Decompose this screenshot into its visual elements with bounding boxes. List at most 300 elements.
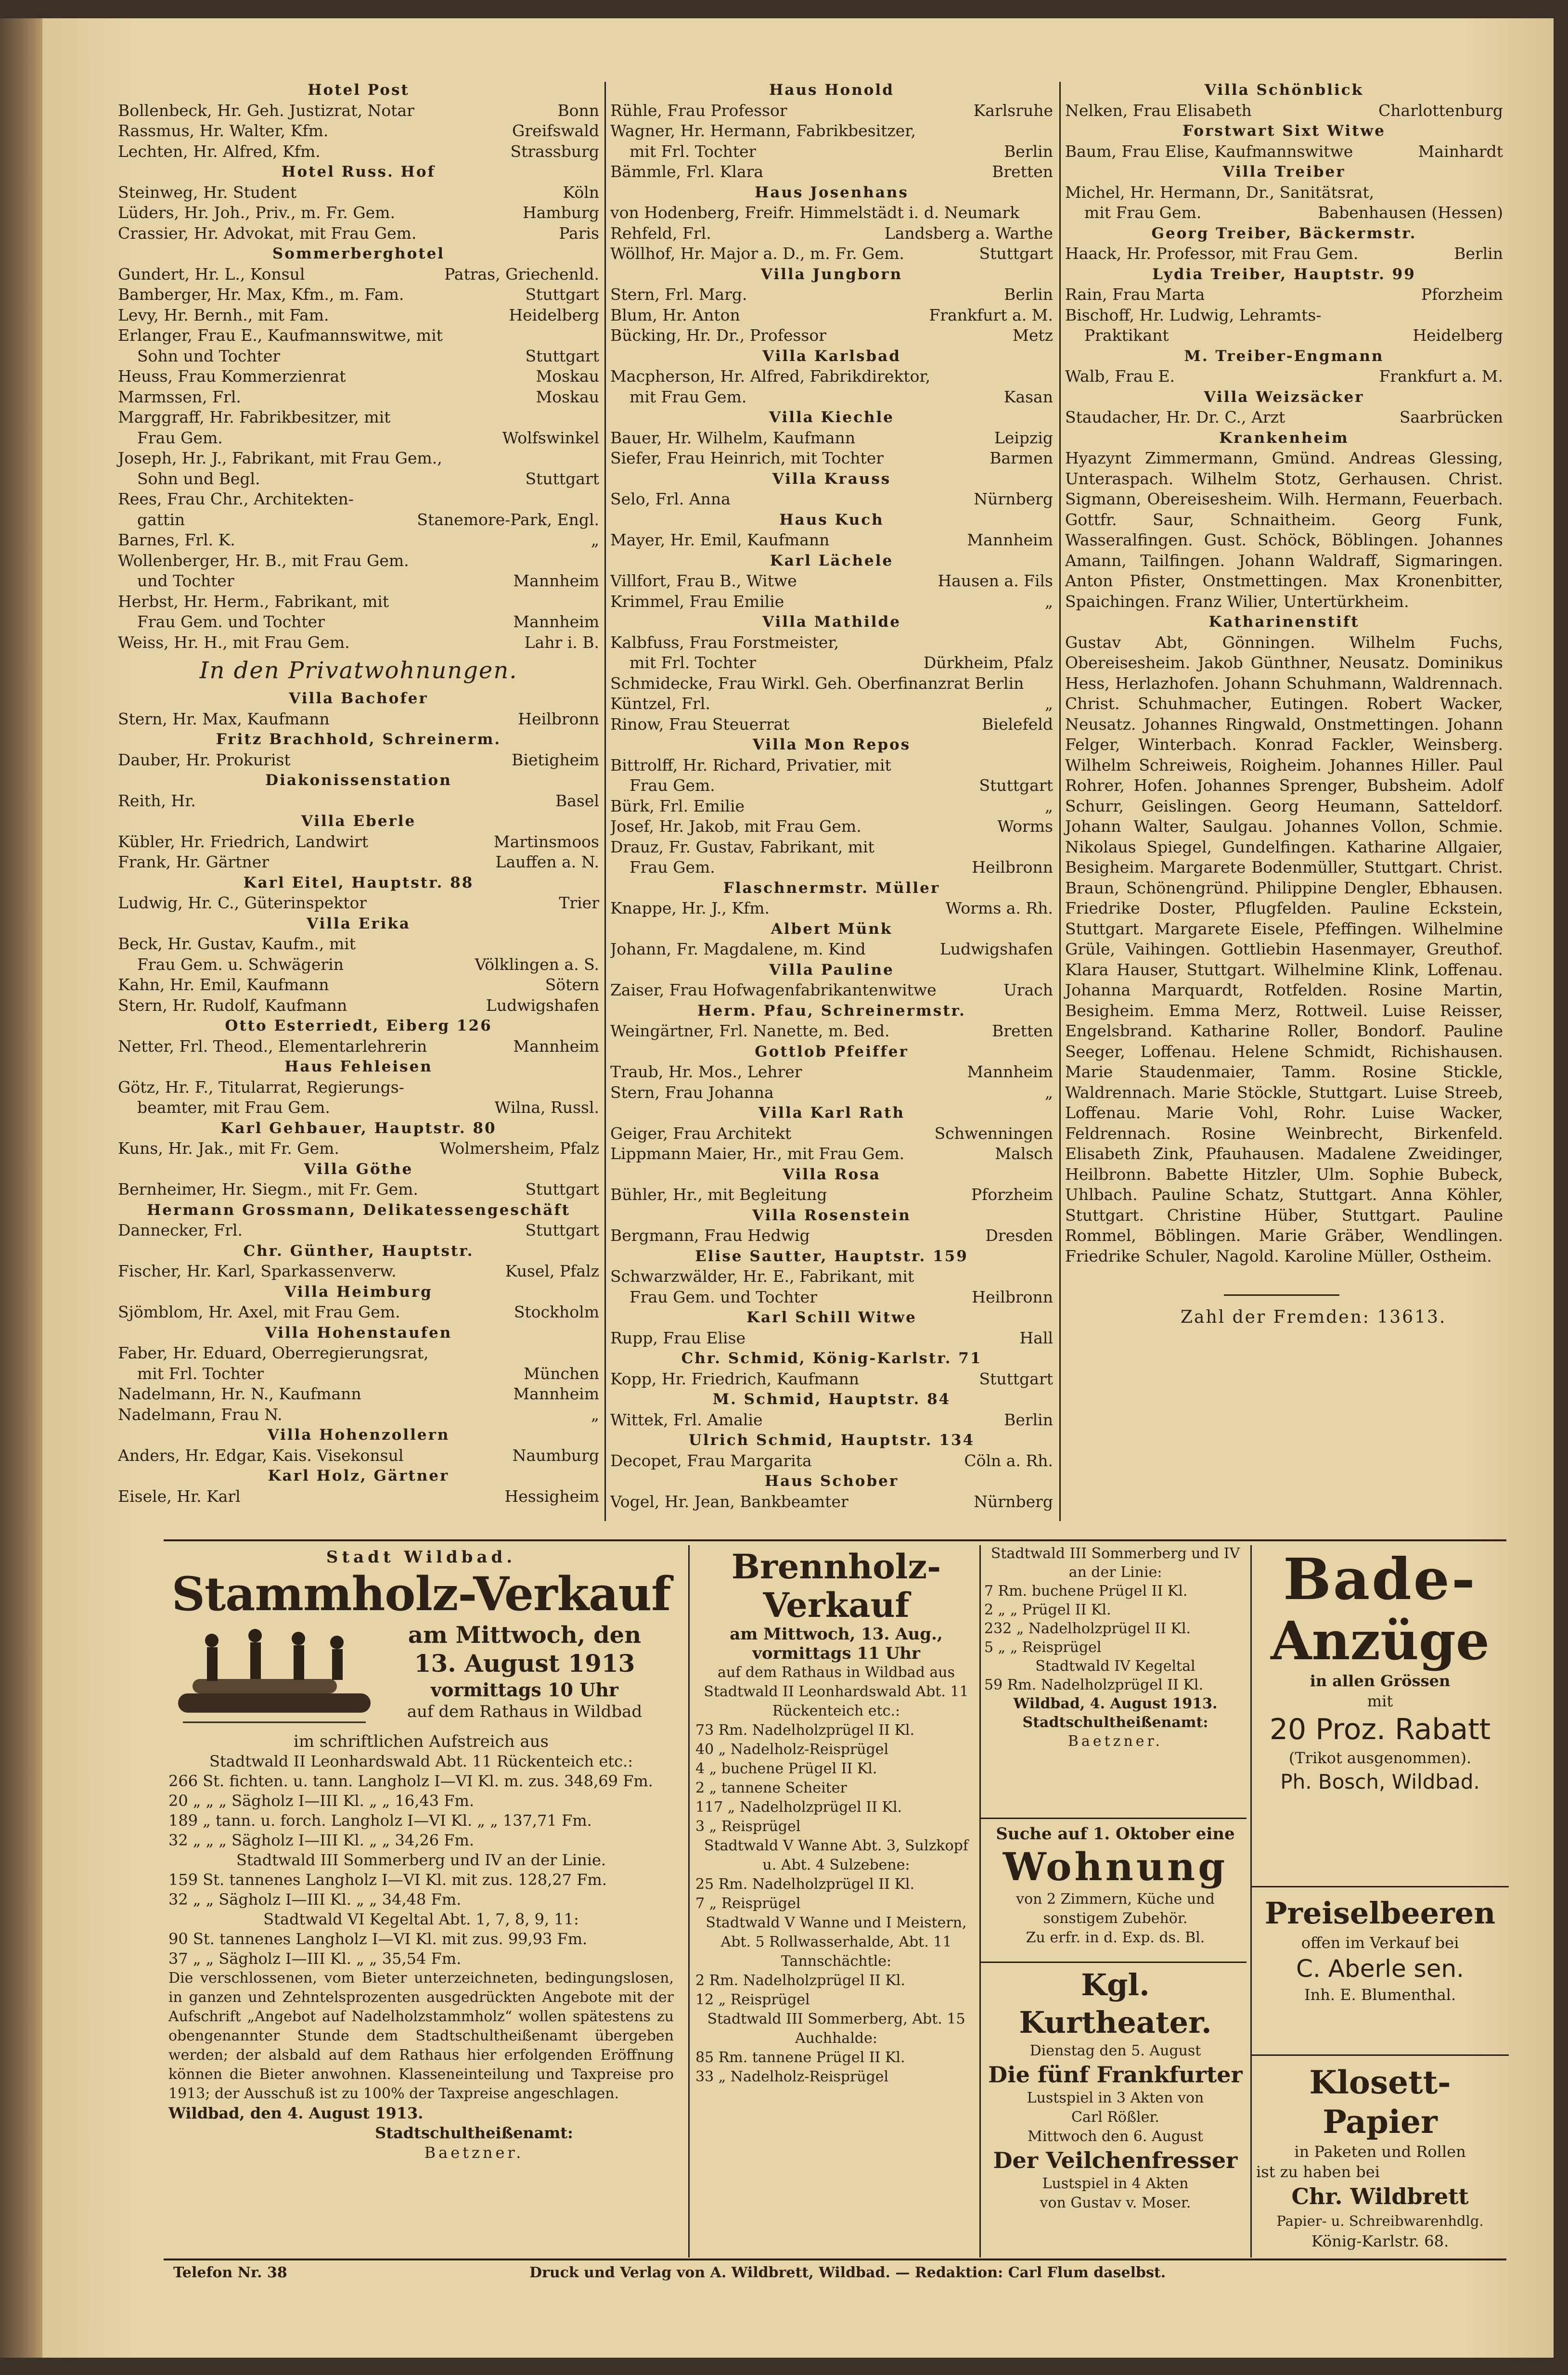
lodging-heading: Herm. Pfau, Schreinermstr.: [697, 1002, 966, 1020]
ad-row: 33 „ Nadelholz-Reisprügel: [695, 2068, 889, 2085]
guest-city: Stuttgart: [525, 285, 599, 304]
guest-name: Bamberger, Hr. Max, Kfm., m. Fam.: [118, 285, 404, 304]
guest-entry: [1065, 366, 1503, 387]
ad-play-2-author: von Gustav v. Moser.: [1040, 2194, 1191, 2211]
ad-brennholz-continued: [984, 1544, 1247, 1751]
guest-name: Mayer, Hr. Emil, Kaufmann: [610, 530, 830, 549]
guest-entry: [610, 448, 1053, 469]
guest-name: Frank, Hr. Gärtner: [118, 852, 270, 871]
ad-row: 189 „ tann. u. forch. Langholz I—VI Kl. „ „ 137,71 Fm.: [168, 1811, 592, 1830]
guest-name: Ludwig, Hr. C., Güterinspektor: [118, 893, 367, 912]
guest-city: Dürkheim, Pfalz: [923, 653, 1053, 672]
guest-name: Haack, Hr. Professor, mit Frau Gem.: [1065, 244, 1359, 263]
guest-name: Stern, Frl. Marg.: [610, 285, 747, 304]
section-divider: [164, 1539, 1506, 1541]
woodcutters-illustration: [173, 1621, 375, 1732]
guest-city: Strassburg: [510, 142, 599, 161]
guest-name: Barnes, Frl. K.: [118, 530, 235, 549]
guest-city: Schwenningen: [934, 1123, 1053, 1143]
guest-city: Basel: [555, 791, 599, 810]
guest-name: Blum, Hr. Anton: [610, 305, 740, 324]
lodging-heading: Villa Schönblick: [1204, 81, 1364, 99]
guest-entry: [610, 1021, 1053, 1042]
guest-entry: [610, 571, 1053, 592]
guest-name: Traub, Hr. Mos., Lehrer: [610, 1062, 802, 1081]
ad-date-line-1: am Mittwoch, den: [408, 1622, 642, 1649]
guest-entry: [610, 1410, 1053, 1431]
lodging-heading: Villa Treiber: [1222, 163, 1346, 181]
lodging-heading: M. Treiber-Engmann: [1184, 347, 1384, 365]
guest-entry: [610, 387, 1053, 408]
lodging-heading: Hotel Russ. Hof: [282, 163, 436, 181]
guest-name: Nadelmann, Hr. N., Kaufmann: [118, 1384, 361, 1403]
guest-line: Wagner, Hr. Hermann, Fabrikbesitzer,: [610, 121, 916, 140]
guest-entry: [610, 244, 1053, 264]
guest-entry: [610, 898, 1053, 919]
lodging-heading: Chr. Schmid, König-Karlstr. 71: [681, 1350, 982, 1367]
guest-entry: [118, 428, 599, 449]
ad-time: vormittags 11 Uhr: [752, 1644, 920, 1663]
guest-line: Erlanger, Frau E., Kaufmannswitwe, mit: [118, 326, 443, 345]
ad-title: Klosett-Papier: [1309, 2064, 1451, 2141]
guest-entry: [610, 1492, 1053, 1512]
column-divider: [1059, 82, 1061, 1521]
guest-name: Villfort, Frau B., Witwe: [610, 571, 797, 590]
lodging-heading: Lydia Treiber, Hauptstr. 99: [1152, 265, 1416, 283]
guest-name: Bämmle, Frl. Klara: [610, 162, 764, 181]
lodging-heading: Villa Göthe: [304, 1160, 413, 1178]
lodging-heading: Villa Mon Repos: [752, 736, 911, 753]
ad-title: Stammholz-Verkauf: [171, 1567, 671, 1621]
guest-entry: [610, 653, 1053, 673]
lodging-heading: Flaschnermstr. Müller: [723, 879, 940, 897]
ad-title: Kgl. Kurtheater.: [1019, 1967, 1212, 2040]
ad-section-3: Stadtwald V Wanne und I Meistern, Abt. 5 Rollwasserhalde, Abt. 11 Tannschächtle:: [706, 1914, 967, 1970]
guest-city: Bietigheim: [512, 750, 599, 769]
lodging-heading: Karl Gehbauer, Hauptstr. 80: [220, 1119, 497, 1137]
guest-entry: [118, 1446, 599, 1466]
guest-city: Heidelberg: [1413, 326, 1503, 345]
guest-line: Rees, Frau Chr., Architekten-: [118, 490, 354, 508]
ad-row: 5 „ „ Reisprügel: [984, 1639, 1102, 1656]
ad-badeanzuege: [1256, 1548, 1504, 1796]
guest-entry: [118, 366, 599, 387]
ad-wohnung: [984, 1824, 1247, 1948]
ad-row: 32 „ „ „ Sägholz I—III Kl. „ „ 34,26 Fm.: [168, 1831, 474, 1849]
guest-city: Cöln a. Rh.: [964, 1451, 1053, 1470]
guest-name: Dannecker, Frl.: [118, 1221, 243, 1239]
guest-entry: [610, 980, 1053, 1001]
guest-city: München: [524, 1364, 599, 1383]
guest-entry: [118, 387, 599, 408]
guest-name: Rehfeld, Frl.: [610, 223, 711, 243]
guest-city: Hessigheim: [504, 1486, 599, 1506]
guest-name: Stern, Hr. Max, Kaufmann: [118, 709, 330, 728]
guest-name: Frau Gem.: [630, 776, 715, 795]
guest-city: Köln: [563, 182, 599, 202]
lodging-heading: Katharinenstift: [1208, 613, 1360, 631]
guest-entry: [610, 1287, 1053, 1308]
guest-name: Frau Gem.: [630, 858, 715, 877]
guest-name: Bollenbeck, Hr. Geh. Justizrat, Notar: [118, 101, 414, 120]
ad-divider: [1250, 1545, 1252, 2258]
guest-entry: [118, 893, 599, 914]
guest-city: Mannheim: [967, 530, 1053, 549]
ad-play-1-author: Carl Rößler.: [1071, 2109, 1159, 2126]
guest-city: Stuttgart: [979, 776, 1053, 795]
column-divider: [604, 82, 606, 1521]
guest-name: Weingärtner, Frl. Nanette, m. Bed.: [610, 1021, 890, 1040]
ad-row: 232 „ Nadelholzprügel II Kl.: [984, 1620, 1191, 1637]
guest-city: Mannheim: [513, 612, 599, 631]
guest-entry: [118, 203, 599, 223]
guest-name: Kopp, Hr. Friedrich, Kaufmann: [610, 1369, 859, 1388]
guest-city: Stuttgart: [979, 1369, 1053, 1388]
guest-name: mit Frau Gem.: [630, 387, 747, 406]
guest-entry: [118, 1302, 599, 1323]
guest-name: Sohn und Tochter: [137, 346, 281, 365]
guest-entry: [118, 1138, 599, 1159]
ad-row: 7 „ Reisprügel: [695, 1895, 801, 1912]
lodging-heading: Haus Kuch: [779, 511, 884, 529]
guest-city: Moskau: [536, 367, 599, 386]
ad-divider: [979, 1545, 981, 2258]
guest-entry: [118, 995, 599, 1016]
guest-name: Frau Gem.: [137, 428, 223, 447]
ad-vendor: Ph. Bosch, Wildbad.: [1280, 1770, 1480, 1794]
ad-row: 12 „ Reisprügel: [695, 1991, 810, 2008]
visitor-total-text: Zahl der Fremden: 13613.: [1181, 1307, 1447, 1327]
guest-city: Lauffen a. N.: [495, 852, 599, 871]
ad-play-1: Die fünf Frankfurter: [988, 2062, 1243, 2088]
patient-list: Gustav Abt, Gönningen. Wilhelm Fuchs, Obereisesheim. Jakob Günthner, Neusatz. Dominikus Hess, Herlazhofen. Johann Schuhmann, Waldrennach. Christ. Schuhmacher, Eutingen. Robert Wacker, Neusatz. Johannes Ringwald, Onstmettingen. Johann Felger, Winterbach. Konrad Fackler, Weinsberg. Wilhelm Schreiweis, Roigheim. Johannes Hiller. Paul Rohrer, Hofen. Johannes Sprenger, Bubsheim. Adolf Schurr, Geislingen. Georg Heumann, Satteldorf. Johann Walter, Saulgau. Johannes Vollon, Schmie. Nikolaus Spiegel, Gundelfingen. Katharine Allgaier, Besigheim. Margarete Bodenmüller, Stuttgart. Christ. Braun, Schönengründ. Philippine Dengler, Ebhausen. Friedrike Doster, Pflugfelden. Pauline Eckstein, Stuttgart. Margarete Eisele, Pfeffingen. Wilhelmine Grüle, Vaihingen. Gottliebin Hasenmayer, Greuthof. Klara Hauser, Stuttgart. Wilhelmine Klink, Loffenau. Johanna Marquardt, Rotfelden. Rosine Martin, Besigheim. Emma Merz, Rottweil. Luise Reisser, Engelsbrand. Katharine Roller, Bondorf. Pauline Seeger, Loffenau. Helene Schmidt, Richishausen. Marie Staudenmaier, Tamm. Rosine Stickle, Waldrennach. Marie Stöckle, Stuttgart. Luise Streeb, Loffenau. Marie Vohl, Rohr. Luise Wacker, Feldrennach. Rosine Weinbrecht, Birkenfeld. Elisabeth Zink, Pfauhausen. Madalene Zweidinger, Heilbronn. Babette Hitzler, Ulm. Sophie Bubeck, Uhlbach. Pauline Schatz, Stuttgart. Anna Köhler, Stuttgart. Christine Hüber, Stuttgart. Pauline Rommel, Böblingen. Marie Gräber, Wendlingen. Friedrike Schuler, Nagold. Karoline Müller, Ostheim.: [1065, 632, 1503, 1265]
guest-entry: [118, 1405, 599, 1425]
ad-mode: im schriftlichen Aufstreich aus: [294, 1732, 549, 1751]
guest-entry: [118, 750, 599, 771]
guest-city: Berlin: [1454, 244, 1503, 263]
ad-section-3: Stadtwald VI Kegeltal Abt. 1, 7, 8, 9, 11:: [263, 1910, 579, 1928]
ad-section-1: Stadtwald II Leonhardswald Abt. 11 Rückenteich etc.:: [704, 1683, 969, 1719]
guest-name: gattin: [137, 510, 185, 529]
guest-name: Bühler, Hr., mit Begleitung: [610, 1185, 827, 1204]
guest-entry: [118, 832, 599, 852]
guest-name: Marmssen, Frl.: [118, 387, 241, 406]
lodging-heading: Krankenheim: [1219, 429, 1349, 447]
guest-entry: [610, 142, 1053, 162]
guest-entry: [610, 101, 1053, 121]
guest-city: Pforzheim: [971, 1185, 1053, 1204]
ad-section-2: Stadtwald III Sommerberg und IV an der Linie.: [236, 1851, 606, 1869]
lodging-heading: Villa Karlsbad: [762, 347, 901, 365]
guest-city: Hamburg: [522, 203, 599, 222]
ad-line: in allen Grössen: [1310, 1672, 1451, 1690]
ad-section-1: Stadtwald II Leonhardswald Abt. 11 Rückenteich etc.:: [209, 1752, 633, 1770]
guest-entry: [118, 510, 599, 530]
ad-row: 40 „ Nadelholz-Reisprügel: [695, 1741, 889, 1758]
guest-name: Walb, Frau E.: [1065, 367, 1175, 386]
guest-city: Heidelberg: [509, 305, 599, 324]
ad-section-4: Stadtwald III Sommerberg, Abt. 15 Auchhalde:: [707, 2011, 965, 2047]
ad-discount: 20 Proz. Rabatt: [1269, 1713, 1491, 1746]
guest-name: Vogel, Hr. Jean, Bankbeamter: [610, 1492, 848, 1511]
guest-entry: [118, 1364, 599, 1384]
ad-body: Die verschlossenen, vom Bieter unterzeichneten, bedingungslosen, in ganzen und Zehntelsprozenten ausgedrückten Angebote mit der Aufschrift „Angebot auf Nadelholzstammholz“ wollen spätestens zu obengenannter Stunde dem Stadtschultheißenamt übergeben werden; der alsbald auf dem Rathaus hier erfolgenden Eröffnung können die Bieter anwohnen. Klasseneinteilung und Taxpreise pro 1913; der Ausschuß ist zu 100% der Taxpreise angeschlagen.: [168, 1970, 674, 2102]
ad-play-1-genre: Lustspiel in 3 Akten von: [1027, 2090, 1204, 2106]
ad-signature-name: Baetzner.: [1067, 1733, 1163, 1750]
guest-city: Bretten: [992, 1021, 1053, 1040]
lodging-heading: Villa Krauss: [772, 470, 891, 488]
ad-title: Wohnung: [1002, 1844, 1228, 1889]
guest-name: Johann, Fr. Magdalene, m. Kind: [610, 940, 866, 958]
guest-city: Worms: [997, 817, 1053, 836]
guest-name: Selo, Frl. Anna: [610, 490, 731, 508]
guest-name: Kahn, Hr. Emil, Kaufmann: [118, 975, 329, 994]
guest-entry: [610, 1083, 1053, 1103]
guest-city: Pforzheim: [1421, 285, 1503, 304]
guest-city: Stuttgart: [525, 346, 599, 365]
ad-date: am Mittwoch, 13. Aug.,: [730, 1625, 943, 1644]
section-heading: In den Privatwohnungen.: [199, 657, 518, 684]
guest-city: Stuttgart: [525, 1221, 599, 1239]
guest-name: und Tochter: [137, 571, 234, 590]
guest-entry: [118, 632, 599, 653]
lodging-heading: Villa Eberle: [301, 813, 416, 830]
guest-entry: [610, 1144, 1053, 1164]
guest-line: Drauz, Fr. Gustav, Fabrikant, mit: [610, 837, 874, 856]
guest-city: Leipzig: [994, 428, 1053, 447]
guest-name: Wöllhof, Hr. Major a. D., m. Fr. Gem.: [610, 244, 904, 263]
guest-city: Moskau: [536, 387, 599, 406]
lodging-heading: Sommerberghotel: [272, 245, 445, 262]
guest-city: Landsberg a. Warthe: [884, 223, 1053, 243]
ad-lead: Suche auf 1. Oktober eine: [996, 1824, 1235, 1844]
guest-name: Krimmel, Frau Emilie: [610, 592, 784, 611]
ad-date-1: Dienstag den 5. August: [1029, 2042, 1201, 2059]
lodging-heading: Villa Heimburg: [284, 1283, 433, 1301]
guest-entry: [610, 284, 1053, 305]
guest-list-column-2: [610, 80, 1053, 1512]
ad-row: 117 „ Nadelholzprügel II Kl.: [695, 1799, 902, 1816]
guest-name: Küntzel, Frl.: [610, 694, 710, 713]
guest-entry: [118, 791, 599, 812]
guest-line: Schmidecke, Frau Wirkl. Geh. Oberfinanzrat Berlin: [610, 673, 1024, 693]
guest-entry: [118, 264, 599, 285]
guest-entry: [610, 1062, 1053, 1083]
guest-entry: [118, 852, 599, 873]
lodging-heading: Albert Münk: [771, 920, 893, 938]
guest-city: Saarbrücken: [1399, 408, 1503, 426]
ad-divider: [1250, 1886, 1509, 1887]
guest-city: Nürnberg: [974, 1492, 1053, 1511]
ad-row: 2 „ „ Prügel II Kl.: [984, 1601, 1111, 1618]
lodging-heading: Karl Lächele: [770, 552, 894, 569]
guest-name: Staudacher, Hr. Dr. C., Arzt: [1065, 408, 1285, 426]
ad-body: von 2 Zimmern, Küche und sonstigem Zubehör.: [1016, 1891, 1215, 1927]
ad-section-2: Stadtwald IV Kegeltal: [1035, 1658, 1195, 1675]
guest-name: Bücking, Hr. Dr., Professor: [610, 326, 826, 345]
guest-line: Bittrolff, Hr. Richard, Privatier, mit: [610, 755, 891, 774]
guest-entry: [118, 709, 599, 730]
guest-name: Weiss, Hr. H., mit Frau Gem.: [118, 632, 350, 652]
ad-row: 32 „ „ Sägholz I—III Kl. „ „ 34,48 Fm.: [168, 1890, 462, 1909]
ad-row: 3 „ Reisprügel: [695, 1818, 801, 1835]
guest-name: mit Frl. Tochter: [630, 142, 757, 161]
guest-line: Joseph, Hr. J., Fabrikant, mit Frau Gem.,: [118, 449, 442, 467]
lodging-heading: Elise Sautter, Hauptstr. 159: [695, 1247, 968, 1265]
guest-city: Frankfurt a. M.: [929, 305, 1053, 324]
guest-entry: [610, 489, 1053, 510]
guest-name: Rupp, Frau Elise: [610, 1328, 746, 1347]
footer-phone: Telefon Nr. 38: [173, 2264, 287, 2281]
guest-city: Martinsmoos: [493, 832, 599, 851]
guest-name: mit Frl. Tochter: [137, 1364, 264, 1383]
ad-row: 2 „ tannene Scheiter: [695, 1780, 847, 1796]
lodging-heading: Villa Bachofer: [289, 690, 428, 707]
guest-line: Kalbfuss, Frau Forstmeister,: [610, 632, 839, 652]
ad-date-line-2: 13. August 1913: [414, 1649, 635, 1678]
guest-line: Götz, Hr. F., Titularrat, Regierungs-: [118, 1077, 404, 1097]
lodging-heading: Villa Rosenstein: [752, 1206, 911, 1224]
guest-name: Kübler, Hr. Friedrich, Landwirt: [118, 832, 369, 851]
lodging-heading: Hotel Post: [308, 81, 410, 99]
guest-entry: [118, 530, 599, 551]
guest-line: Herbst, Hr. Herm., Fabrikant, mit: [118, 592, 389, 611]
guest-entry: [610, 714, 1053, 735]
guest-entry: [610, 816, 1053, 837]
guest-entry: [118, 1486, 599, 1507]
footer-imprint: Druck und Verlag von A. Wildbrett, Wildbad. — Redaktion: Carl Flum daselbst.: [529, 2264, 1166, 2281]
guest-city: Trier: [559, 893, 599, 912]
visitor-total: [1181, 1294, 1447, 1328]
guest-city: Mannheim: [513, 571, 599, 590]
guest-city: Karlsruhe: [973, 101, 1053, 120]
guest-entry: [610, 857, 1053, 878]
ad-title: Anzüge: [1271, 1610, 1490, 1672]
guest-entry: [610, 775, 1053, 796]
guest-city: Worms a. Rh.: [945, 899, 1053, 917]
guest-city: Stuttgart: [979, 244, 1053, 263]
ad-row: 20 „ „ „ Sägholz I—III Kl. „ „ 16,43 Fm.: [168, 1792, 474, 1810]
guest-line: Michel, Hr. Hermann, Dr., Sanitätsrat,: [1065, 182, 1375, 202]
guest-city: Metz: [1013, 326, 1053, 345]
lodging-heading: Haus Josenhans: [755, 183, 909, 201]
guest-entry: [610, 325, 1053, 346]
ad-place: auf dem Rathaus in Wildbad aus: [717, 1664, 955, 1681]
guest-name: Geiger, Frau Architekt: [610, 1123, 792, 1143]
guest-name: Stern, Frau Johanna: [610, 1083, 774, 1102]
guest-name: Decopet, Frau Margarita: [610, 1451, 812, 1470]
guest-entry: [118, 955, 599, 975]
guest-city: Patras, Griechenld.: [444, 264, 599, 284]
guest-entry: [610, 1451, 1053, 1471]
guest-entry: [610, 1226, 1053, 1246]
guest-city: Paris: [559, 223, 599, 243]
guest-entry: [118, 142, 599, 162]
lodging-heading: Diakonissenstation: [265, 772, 452, 789]
lodging-heading: Villa Mathilde: [762, 613, 901, 631]
guest-name: Levy, Hr. Bernh., mit Fam.: [118, 305, 329, 324]
ad-signature-office: Stadtschultheißenamt:: [375, 2124, 573, 2142]
guest-entry: [118, 346, 599, 367]
guest-name: Nelken, Frau Elisabeth: [1065, 101, 1252, 120]
ad-line: mit: [1367, 1692, 1393, 1710]
guest-entry: [118, 284, 599, 305]
guest-entry: [118, 975, 599, 995]
guest-entry: [1065, 407, 1503, 428]
guest-city: Stuttgart: [525, 1180, 599, 1199]
guest-entry: [1065, 284, 1503, 305]
lodging-heading: Karl Eitel, Hauptstr. 88: [243, 874, 474, 891]
guest-name: Zaiser, Frau Hofwagenfabrikantenwitwe: [610, 981, 937, 999]
guest-entry: [610, 1123, 1053, 1144]
guest-name: Lechten, Hr. Alfred, Kfm.: [118, 142, 321, 161]
guest-city: Malsch: [995, 1144, 1053, 1163]
lodging-heading: Chr. Günther, Hauptstr.: [243, 1242, 474, 1260]
guest-name: Stern, Hr. Rudolf, Kaufmann: [118, 995, 347, 1015]
guest-entry: [118, 1097, 599, 1118]
lodging-heading: Villa Hohenstaufen: [265, 1324, 452, 1342]
ad-row: 59 Rm. Nadelholzprügel II Kl.: [984, 1677, 1204, 1693]
guest-entry: [118, 121, 599, 142]
ad-place: auf dem Rathaus in Wildbad: [407, 1702, 643, 1721]
guest-name: Knappe, Hr. J., Kfm.: [610, 899, 770, 917]
guest-city: „: [1044, 796, 1053, 815]
ad-title: Verkauf: [763, 1585, 910, 1625]
ad-date-signed: Wildbad, den 4. August 1913.: [168, 2104, 424, 2122]
guest-city: Bielefeld: [982, 714, 1053, 734]
guest-line: Faber, Hr. Eduard, Oberregierungsrat,: [118, 1343, 429, 1362]
lodging-heading: Ulrich Schmid, Hauptstr. 134: [688, 1432, 975, 1449]
ad-row: 90 St. tannenes Langholz I—VI Kl. mit zus. 99,93 Fm.: [168, 1930, 588, 1948]
ad-row: 2 Rm. Nadelholzprügel II Kl.: [695, 1972, 905, 1989]
guest-name: Lüders, Hr. Joh., Priv., m. Fr. Gem.: [118, 203, 395, 222]
lodging-heading: Villa Kiechle: [769, 409, 895, 426]
ad-row: 4 „ buchene Prügel II Kl.: [695, 1760, 877, 1777]
guest-entry: [610, 1185, 1053, 1205]
ad-title: Brennholz-: [731, 1547, 941, 1587]
guest-entry: [118, 1179, 599, 1200]
guest-city: Hall: [1019, 1328, 1053, 1347]
ad-contact: Zu erfr. in d. Exp. ds. Bl.: [1026, 1929, 1205, 1946]
guest-name: Dauber, Hr. Prokurist: [118, 750, 291, 769]
guest-name: Bergmann, Frau Hedwig: [610, 1226, 810, 1245]
guest-entry: [118, 1261, 599, 1282]
book-binding: [0, 18, 42, 2358]
ad-divider: [688, 1545, 690, 2258]
guest-city: Bonn: [557, 101, 599, 120]
guest-name: Anders, Hr. Edgar, Kais. Visekonsul: [118, 1446, 404, 1465]
guest-name: Gundert, Hr. L., Konsul: [118, 264, 305, 284]
guest-list-column-1: [118, 80, 599, 1507]
ad-preiselbeeren: [1256, 1894, 1504, 2005]
ad-row: 25 Rm. Nadelholzprügel II Kl.: [695, 1876, 915, 1893]
guest-city: Kasan: [1003, 387, 1053, 406]
guest-city: Sötern: [545, 975, 599, 994]
guest-line: von Hodenberg, Freifr. Himmelstädt i. d. Neumark: [610, 203, 1020, 222]
ad-row: 73 Rm. Nadelholzprügel II Kl.: [695, 1722, 915, 1739]
ad-office: Stadt Wildbad.: [326, 1548, 516, 1567]
ad-vendor: C. Aberle sen.: [1296, 1955, 1464, 1983]
guest-name: Lippmann Maier, Hr., mit Frau Gem.: [610, 1144, 905, 1163]
guest-entry: [610, 1369, 1053, 1390]
guest-city: Charlottenburg: [1378, 101, 1503, 120]
guest-city: Naumburg: [512, 1446, 599, 1465]
lodging-heading: Gottlob Pfeiffer: [755, 1043, 909, 1060]
ad-row: 85 Rm. tannene Prügel II Kl.: [695, 2049, 905, 2066]
guest-city: Mannheim: [967, 1062, 1053, 1081]
guest-name: Sjömblom, Hr. Axel, mit Frau Gem.: [118, 1303, 400, 1321]
guest-name: Steinweg, Hr. Student: [118, 182, 297, 202]
